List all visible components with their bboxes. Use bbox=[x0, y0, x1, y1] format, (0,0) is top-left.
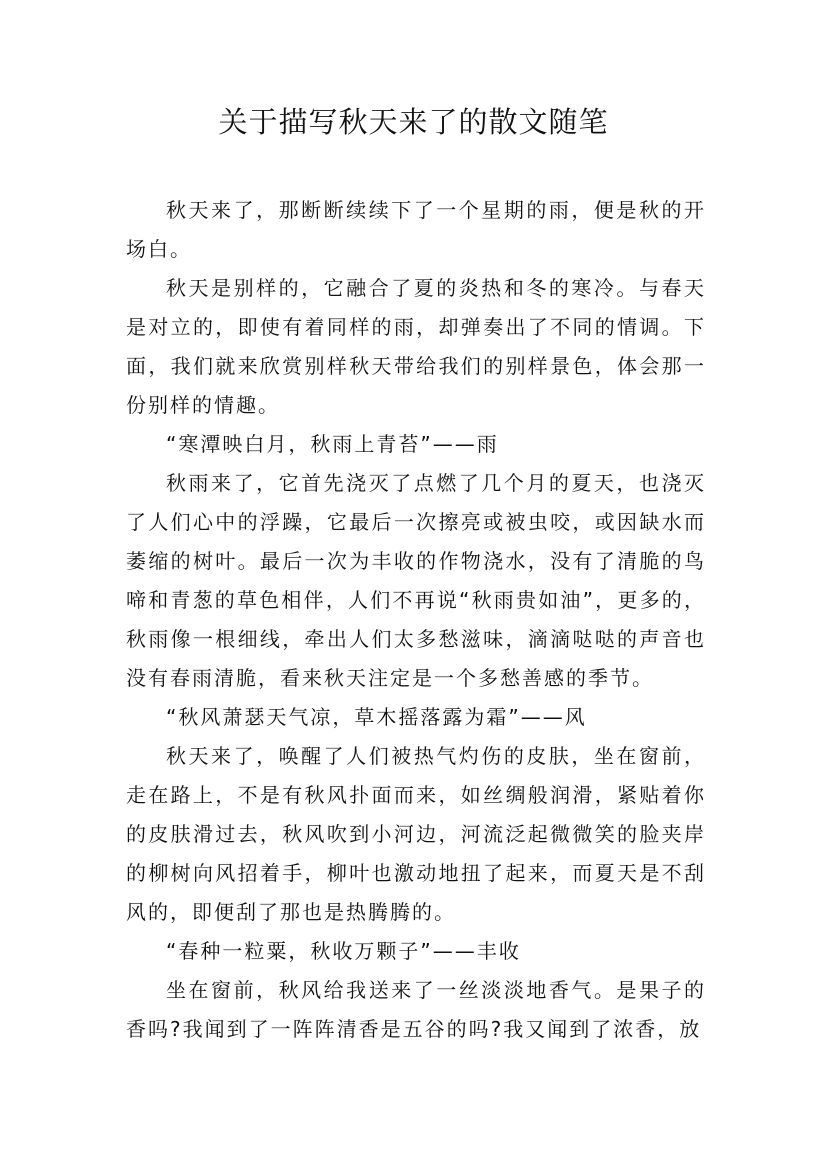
paragraph-intro: 秋天来了，那断断续续下了一个星期的雨，便是秋的开场白。 bbox=[126, 198, 706, 261]
section-heading-wind: “秋风萧瑟天气凉，草木摇落露为霜”——风 bbox=[166, 705, 587, 729]
page-title: 关于描写秋天来了的散文随笔 bbox=[218, 105, 609, 139]
article-body bbox=[126, 191, 706, 1049]
paragraph-overview: 秋天是别样的，它融合了夏的炎热和冬的寒冷。与春天是对立的，即使有着同样的雨，却弹奏出了不同的情调。下面，我们就来欣赏别样秋天带给我们的别样景色，体会那一份别样的情趣。 bbox=[126, 276, 706, 417]
paragraph-harvest: 坐在窗前，秋风给我送来了一丝淡淡地香气。是果子的香吗?我闻到了一阵阵清香是五谷的吗?我又闻到了浓香，放 bbox=[126, 978, 706, 1041]
paragraph-rain: 秋雨来了，它首先浇灭了点燃了几个月的夏天，也浇灭了人们心中的浮躁，它最后一次擦亮或被虫咬，或因缺水而萎缩的树叶。最后一次为丰收的作物浇水，没有了清脆的鸟啼和青葱的草色相伴，人们不再说“秋雨贵如油”，更多的，秋雨像一根细线，牵出人们太多愁滋味，滴滴哒哒的声音也没有春雨清脆，看来秋天注定是一个多愁善感的季节。 bbox=[126, 471, 706, 690]
paragraph-wind: 秋天来了，唤醒了人们被热气灼伤的皮肤，坐在窗前，走在路上，不是有秋风扑面而来，如丝绸般润滑，紧贴着你的皮肤滑过去，秋风吹到小河边，河流泛起微微笑的脸夹岸的柳树向风招着手，柳叶也激动地扭了起来，而夏天是不刮风的，即便刮了那也是热腾腾的。 bbox=[126, 744, 706, 924]
section-heading-harvest: “春种一粒粟，秋收万颗子”——丰收 bbox=[166, 939, 521, 963]
section-heading-rain: “寒潭映白月，秋雨上青苔”——雨 bbox=[166, 432, 499, 456]
